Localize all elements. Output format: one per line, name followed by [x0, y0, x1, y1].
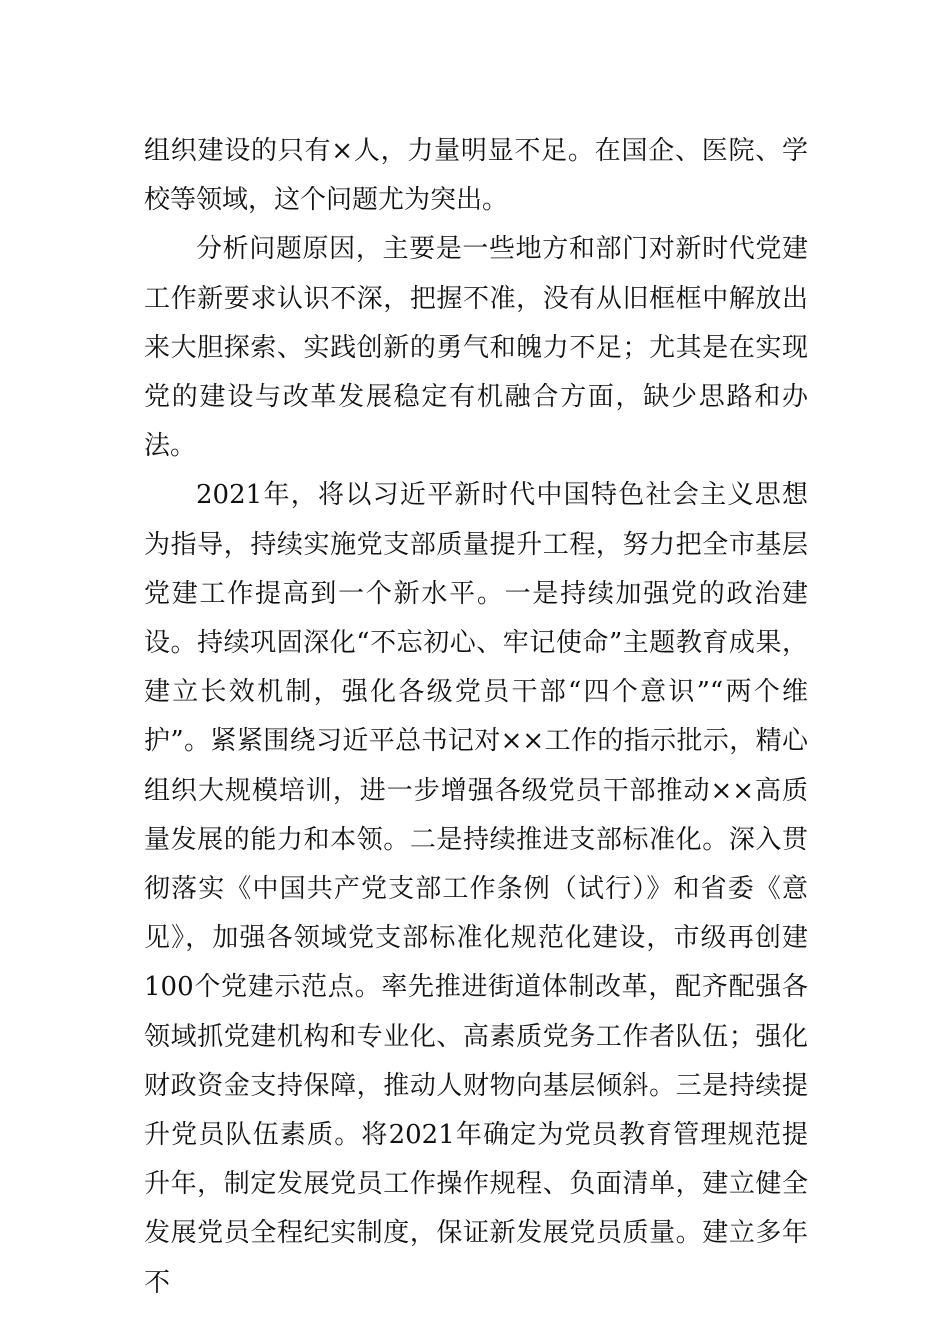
- document-body: [144, 127, 808, 1308]
- paragraph-2: 分析问题原因，主要是一些地方和部门对新时代党建工作新要求认识不深，把握不准，没有从旧框框中解放出来大胆探索、实践创新的勇气和魄力不足；尤其是在实现党的建设与改革发展稳定有机融合方面，缺少思路和办法。: [144, 234, 808, 462]
- paragraph-3: 2021年，将以习近平新时代中国特色社会主义思想为指导，持续实施党支部质量提升工程，努力把全市基层党建工作提高到一个新水平。一是持续加强党的政治建设。持续巩固深化“不忘初心、牢记使命”主题教育成果，建立长效机制，强化各级党员干部“四个意识”“两个维护”。紧紧围绕习近平总书记对××工作的指示批示，精心组织大规模培训，进一步增强各级党员干部推动××高质量发展的能力和本领。二是持续推进支部标准化。深入贯彻落实《中国共产党支部工作条例（试行）》和省委《意见》，加强各领域党支部标准化规范化建设，市级再创建100个党建示范点。率先推进街道体制改革，配齐配强各领域抓党建机构和专业化、高素质党务工作者队伍；强化财政资金支持保障，推动人财物向基层倾斜。三是持续提升党员队伍素质。将2021年确定为党员教育管理规范提升年，制定发展党员工作操作规程、负面清单，建立健全发展党员全程纪实制度，保证新发展党员质量。建立多年不: [144, 480, 808, 1298]
- paragraph-1: 组织建设的只有×人，力量明显不足。在国企、医院、学校等领域，这个问题尤为突出。: [144, 136, 808, 216]
